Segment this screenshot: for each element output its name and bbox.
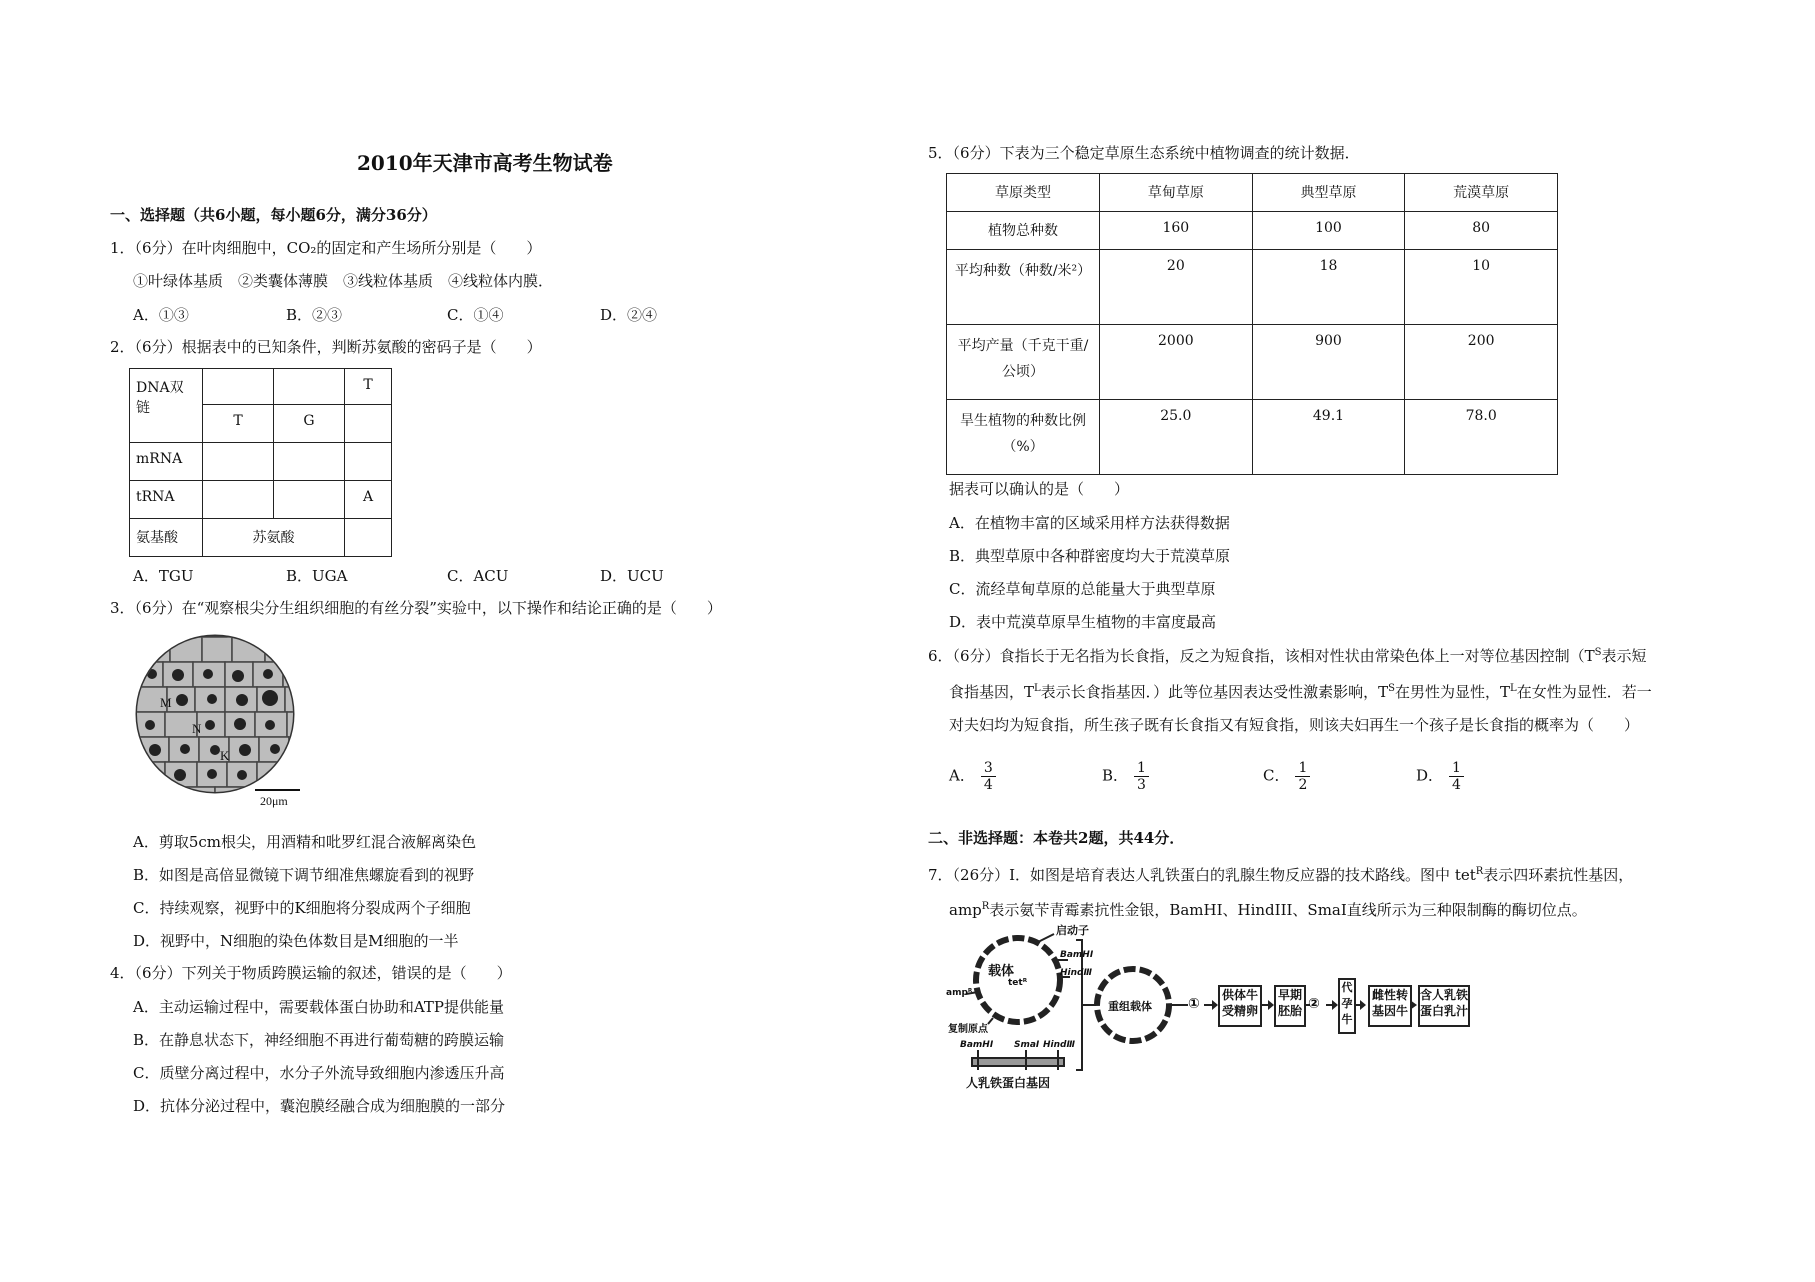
dna-cell-t2: T bbox=[203, 405, 274, 443]
q7-line1: 7．（26分）Ⅰ．如图是培育表达人乳铁蛋白的乳腺生物反应器的技术路线。图中 tet$^R$表示四环素抗性基因， bbox=[928, 866, 1634, 884]
dna-label: DNA双链 bbox=[130, 369, 203, 443]
fraction: $\frac{1}{3}$ bbox=[1134, 760, 1149, 793]
q2-codon-table bbox=[129, 368, 392, 557]
q6-option-a[interactable]: A． $\frac{3}{4}$ bbox=[949, 760, 996, 793]
trna-cell-a: A bbox=[345, 481, 392, 519]
promoter-label: 启动子 bbox=[1056, 924, 1089, 937]
q5-cell: 78.0 bbox=[1405, 400, 1558, 475]
q5-cell: 20 bbox=[1100, 250, 1253, 325]
q4-option-c[interactable]: C．质壁分离过程中，水分子外流导致细胞内渗透压升高 bbox=[133, 1064, 505, 1082]
q6-line1: 6．（6分）食指长于无名指为长食指，反之为短食指，该相对性状由常染色体上一对等位基因控制（$T^S$表示短 bbox=[928, 647, 1647, 665]
q2-stem: 2．（6分）根据表中的已知条件，判断苏氨酸的密码子是（ ） bbox=[110, 338, 542, 356]
q1-option-d[interactable]: D．②④ bbox=[600, 306, 658, 324]
q5-option-d[interactable]: D．表中荒漠草原旱生植物的丰富度最高 bbox=[949, 613, 1217, 631]
q2-option-d[interactable]: D．UCU bbox=[600, 567, 664, 585]
ori-label: 复制原点 bbox=[948, 1024, 988, 1035]
step1-label: ① bbox=[1188, 996, 1200, 1012]
amp-label: ampᴿ bbox=[946, 988, 973, 998]
q1-option-b[interactable]: B．②③ bbox=[286, 306, 343, 324]
q6-line3: 对夫妇均为短食指，所生孩子既有长食指又有短食指，则该夫妇再生一个孩子是长食指的概率为（ ） bbox=[949, 716, 1640, 734]
q5-option-a[interactable]: A．在植物丰富的区域采用样方法获得数据 bbox=[949, 514, 1230, 532]
section-1-heading: 一、选择题（共6小题，每小题6分，满分36分） bbox=[110, 206, 437, 224]
q5-option-b[interactable]: B．典型草原中各种群密度均大于荒漠草原 bbox=[949, 547, 1231, 565]
dna-cell-g: G bbox=[274, 405, 345, 443]
label-k: K bbox=[220, 748, 230, 763]
q6-option-d[interactable]: D． $\frac{1}{4}$ bbox=[1416, 760, 1464, 793]
q2-option-a[interactable]: A．TGU bbox=[133, 567, 194, 585]
q5-cell: 18 bbox=[1252, 250, 1405, 325]
mrna-label: mRNA bbox=[130, 443, 203, 481]
q5-cell: 200 bbox=[1405, 325, 1558, 400]
q3-option-a[interactable]: A．剪取5cm根尖，用酒精和吡罗红混合液解离染色 bbox=[133, 833, 477, 851]
q5-header-typical: 典型草原 bbox=[1252, 174, 1405, 212]
trna-label: tRNA bbox=[130, 481, 203, 519]
vector-label: 载体 bbox=[988, 964, 1015, 979]
q4-option-d[interactable]: D．抗体分泌过程中，囊泡膜经融合成为细胞膜的一部分 bbox=[133, 1097, 506, 1115]
q5-cell: 80 bbox=[1405, 212, 1558, 250]
q2-option-b[interactable]: B．UGA bbox=[286, 567, 348, 585]
q4-option-a[interactable]: A．主动运输过程中，需要载体蛋白协助和ATP提供能量 bbox=[133, 998, 504, 1016]
label-n: N bbox=[192, 721, 202, 736]
q5-option-c[interactable]: C．流经草甸草原的总能量大于典型草原 bbox=[949, 580, 1216, 598]
section-2-heading: 二、非选择题：本卷共2题，共44分． bbox=[928, 829, 1185, 847]
scale-bar-label: 20μm bbox=[260, 794, 288, 808]
q6-line2: 食指基因，$T^L$表示长食指基因．）此等位基因表达受性激素影响，$T^S$在男性为显性，$T^L$在女性为显性．若一 bbox=[949, 683, 1652, 701]
page-title: 2010年天津市高考生物试卷 bbox=[357, 151, 613, 175]
q1-option-a[interactable]: A．①③ bbox=[133, 306, 189, 324]
q5-header-type: 草原类型 bbox=[947, 174, 1100, 212]
q2-option-c[interactable]: C．ACU bbox=[447, 567, 509, 585]
dna-cell-t1: T bbox=[345, 369, 392, 405]
q5-header-meadow: 草甸草原 bbox=[1100, 174, 1253, 212]
q5-cell: 10 bbox=[1405, 250, 1558, 325]
gene-label: 人乳铁蛋白基因 bbox=[966, 1076, 1051, 1090]
q5-cell: 49.1 bbox=[1252, 400, 1405, 475]
aa-label: 氨基酸 bbox=[130, 519, 203, 557]
cow-box: 雌性转基因牛 bbox=[1368, 985, 1412, 1027]
q5-cell: 25.0 bbox=[1100, 400, 1253, 475]
q3-option-d[interactable]: D．视野中，N细胞的染色体数目是M细胞的一半 bbox=[133, 932, 459, 950]
q5-cell: 900 bbox=[1252, 325, 1405, 400]
q1-items: ①叶绿体基质 ②类囊体薄膜 ③线粒体基质 ④线粒体内膜． bbox=[133, 272, 554, 290]
q5-cell: 160 bbox=[1100, 212, 1253, 250]
hind-label: HindⅢ bbox=[1060, 968, 1092, 978]
q5-row-label: 平均产量（千克干重/公顷） bbox=[947, 325, 1100, 400]
surrogate-box: 代孕牛 bbox=[1338, 978, 1356, 1034]
q5-stem: 5．（6分）下表为三个稳定草原生态系统中植物调查的统计数据． bbox=[928, 144, 1360, 162]
q1-stem: 1．（6分）在叶肉细胞中，CO₂的固定和产生场所分别是（ ） bbox=[110, 239, 542, 257]
q5-header-desert: 荒漠草原 bbox=[1405, 174, 1558, 212]
q5-row-label: 平均种数（种数/米²） bbox=[947, 250, 1100, 325]
q4-stem: 4．（6分）下列关于物质跨膜运输的叙述，错误的是（ ） bbox=[110, 964, 512, 982]
q7-technology-route-diagram bbox=[946, 924, 1428, 1110]
bamhi-label: BamHⅠ bbox=[1060, 950, 1094, 960]
label-m: M bbox=[160, 695, 172, 710]
step2-label: ② bbox=[1308, 996, 1320, 1012]
embryo-box: 早期胚胎 bbox=[1274, 985, 1306, 1027]
q1-option-c[interactable]: C．①④ bbox=[447, 306, 504, 324]
q5-row-label: 旱生植物的种数比例（%） bbox=[947, 400, 1100, 475]
q6-option-b[interactable]: B． $\frac{1}{3}$ bbox=[1102, 760, 1149, 793]
hind2-label: HindⅢ bbox=[1043, 1040, 1075, 1050]
fraction: $\frac{3}{4}$ bbox=[981, 760, 996, 793]
tet-label: tetᴿ bbox=[1008, 978, 1028, 988]
milk-box: 含人乳铁蛋白乳汁 bbox=[1418, 985, 1470, 1027]
bamhi2-label: BamHⅠ bbox=[960, 1040, 994, 1050]
q3-stem: 3．（6分）在“观察根尖分生组织细胞的有丝分裂”实验中，以下操作和结论正确的是（ ） bbox=[110, 599, 722, 617]
q3-option-c[interactable]: C．持续观察，视野中的K细胞将分裂成两个子细胞 bbox=[133, 899, 471, 917]
q6-option-c[interactable]: C． $\frac{1}{2}$ bbox=[1263, 760, 1310, 793]
fraction: $\frac{1}{2}$ bbox=[1295, 760, 1310, 793]
q5-row-label: 植物总种数 bbox=[947, 212, 1100, 250]
q4-option-b[interactable]: B．在静息状态下，神经细胞不再进行葡萄糖的跨膜运输 bbox=[133, 1031, 505, 1049]
q5-cell: 100 bbox=[1252, 212, 1405, 250]
fraction: $\frac{1}{4}$ bbox=[1449, 760, 1464, 793]
smai-label: SmaⅠ bbox=[1014, 1040, 1040, 1050]
q5-cell: 2000 bbox=[1100, 325, 1253, 400]
q5-grassland-table bbox=[946, 173, 1558, 475]
recombinant-label: 重组载体 bbox=[1108, 1000, 1152, 1013]
milk-arrow bbox=[1408, 999, 1420, 1011]
aa-value: 苏氨酸 bbox=[203, 519, 345, 557]
q5-prompt: 据表可以确认的是（ ） bbox=[949, 480, 1130, 498]
q7-line2: amp$^R$表示氨苄青霉素抗性金银，BamHI、HindIII、SmaI直线所示为三种限制酶的酶切位点。 bbox=[949, 901, 1587, 919]
egg-box: 供体牛受精卵 bbox=[1218, 985, 1262, 1027]
microscope-field-image bbox=[130, 632, 310, 810]
q3-option-b[interactable]: B．如图是高倍显微镜下调节细准焦螺旋看到的视野 bbox=[133, 866, 475, 884]
